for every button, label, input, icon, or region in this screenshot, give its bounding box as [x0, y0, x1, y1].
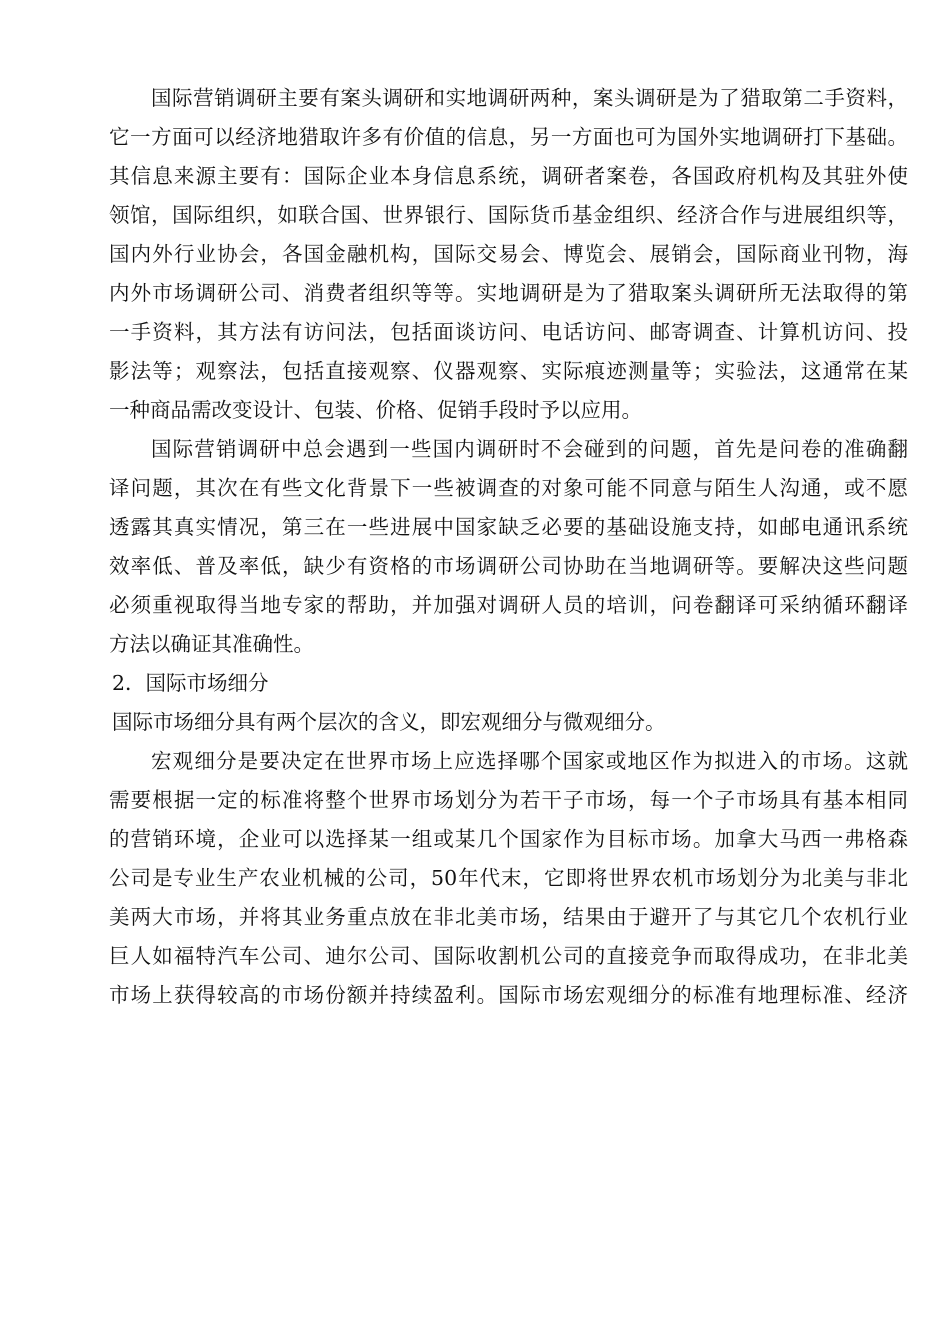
text-line: 公司是专业生产农业机械的公司，50年代末，它即将世界农机市场划分为北美与非北: [109, 866, 908, 890]
paragraph-research-problems: [68, 430, 908, 664]
intro-sentence: 国际市场细分具有两个层次的含义，即宏观细分与微观细分。: [112, 710, 666, 734]
text-line: 市场上获得较高的市场份额并持续盈利。国际市场宏观细分的标准有地理标准、经济: [109, 983, 908, 1007]
paragraph-macro-segmentation: [68, 742, 908, 1015]
text-line: 它一方面可以经济地猎取许多有价值的信息，另一方面也可为国外实地调研打下基础。: [109, 125, 908, 149]
text-line: 的营销环境，企业可以选择某一组或某几个国家作为目标市场。加拿大马西一弗格森: [109, 827, 908, 851]
text-line: 需要根据一定的标准将整个世界市场划分为若干子市场，每一个子市场具有基本相同: [109, 788, 908, 812]
text-line: 领馆，国际组织，如联合国、世界银行、国际货币基金组织、经济合作与进展组织等，: [109, 203, 908, 227]
paragraph-desk-research: [68, 79, 908, 430]
text-line: 美两大市场，并将其业务重点放在非北美市场，结果由于避开了与其它几个农机行业: [109, 905, 908, 929]
text-line: 一手资料，其方法有访问法，包括面谈访问、电话访问、邮寄调查、计算机访问、投: [109, 320, 908, 344]
text-line: 方法以确证其准确性。: [109, 632, 314, 656]
text-line: 译问题，其次在有些文化背景下一些被调查的对象可能不同意与陌生人沟通，或不愿: [109, 476, 908, 500]
section-heading: 2．国际市场细分: [112, 671, 269, 695]
text-line: 其信息来源主要有：国际企业本身信息系统，调研者案卷，各国政府机构及其驻外使: [109, 164, 908, 188]
text-line: 国际营销调研中总会遇到一些国内调研时不会碰到的问题，首先是问卷的准确翻: [151, 437, 908, 461]
text-line: 必须重视取得当地专家的帮助，并加强对调研人员的培训，问卷翻译可采纳循环翻译: [109, 593, 908, 617]
text-line: 国内外行业协会，各国金融机构，国际交易会、博览会、展销会，国际商业刊物，海: [109, 242, 908, 266]
text-line: 效率低、普及率低，缺少有资格的市场调研公司协助在当地调研等。要解决这些问题: [109, 554, 908, 578]
text-line: 国际营销调研主要有案头调研和实地调研两种，案头调研是为了猎取第二手资料，: [151, 86, 908, 110]
text-line: 宏观细分是要决定在世界市场上应选择哪个国家或地区作为拟进入的市场。这就: [151, 749, 908, 773]
text-line: 一种商品需改变设计、包装、价格、促销手段时予以应用。: [109, 398, 642, 422]
text-line: 影法等；观察法，包括直接观察、仪器观察、实际痕迹测量等；实验法，这通常在某: [109, 359, 908, 383]
text-line: 巨人如福特汽车公司、迪尔公司、国际收割机公司的直接竞争而取得成功，在非北美: [109, 944, 908, 968]
text-line: 透露其真实情况，第三在一些进展中国家缺乏必要的基础设施支持，如邮电通讯系统: [109, 515, 908, 539]
document-body: [68, 79, 908, 1015]
text-line: 内外市场调研公司、消费者组织等等。实地调研是为了猎取案头调研所无法取得的第: [109, 281, 908, 305]
